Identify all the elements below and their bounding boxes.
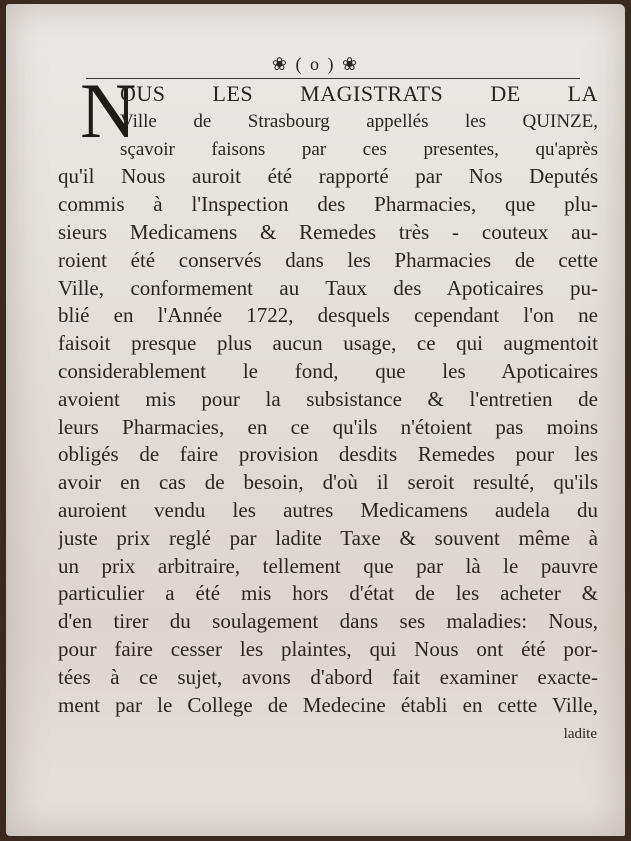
text-line: pour faire cesser les plaintes, qui Nous ont été por-: [58, 636, 598, 661]
body-text: [58, 80, 598, 719]
catchword: ladite: [563, 726, 597, 742]
text-line: sieurs Medicamens & Remedes très - couteux au-: [58, 219, 598, 244]
text-line: Ville, conformement au Taux des Apoticaires pu-: [58, 275, 598, 300]
text-line: roient été conservés dans les Pharmacies de cette: [58, 247, 598, 272]
text-line: Ville de Strasbourg appellés les QUINZE,: [120, 110, 598, 132]
document-page: [6, 4, 625, 836]
text-line: particulier a été mis hors d'état de les acheter &: [58, 581, 598, 606]
text-line: considerablement le fond, que les Apoticaires: [58, 358, 598, 383]
text-line: leurs Pharmacies, en ce qu'ils n'étoient pas moins: [58, 414, 598, 439]
text-line: ment par le College de Medecine établi en cette Ville,: [58, 692, 598, 717]
text-line: avoient mis pour la subsistance & l'entretien de: [58, 386, 598, 411]
page-header-ornament: ❀ ( o ) ❀: [271, 54, 360, 74]
text-line: obligés de faire provision desdits Remedes pour les: [58, 442, 598, 467]
text-line: qu'il Nous auroit été rapporté par Nos Deputés: [58, 164, 598, 189]
text-line: tées à ce sujet, avons d'abord fait examiner exacte-: [58, 664, 598, 689]
text-line: blié en l'Année 1722, desquels cependant l'on ne: [58, 303, 598, 328]
text-line: avoir en cas de besoin, d'où il seroit resulté, qu'ils: [58, 470, 598, 495]
text-line: sçavoir faisons par ces presentes, qu'après: [120, 138, 598, 160]
text-line: auroient vendu les autres Medicamens audela du: [58, 497, 598, 522]
text-line: un prix arbitraire, tellement que par là le pauvre: [58, 553, 598, 578]
text-line: commis à l'Inspection des Pharmacies, que plu-: [58, 192, 598, 217]
text-line: OUS LES MAGISTRATS DE LA: [120, 81, 598, 106]
header-rule: [86, 78, 580, 79]
text-line: faisoit presque plus aucun usage, ce qui augmentoit: [58, 331, 598, 356]
drop-cap: N: [80, 67, 137, 154]
text-line: d'en tirer du soulagement dans ses maladies: Nous,: [58, 609, 598, 634]
text-line: juste prix reglé par ladite Taxe & souvent même à: [58, 525, 598, 550]
